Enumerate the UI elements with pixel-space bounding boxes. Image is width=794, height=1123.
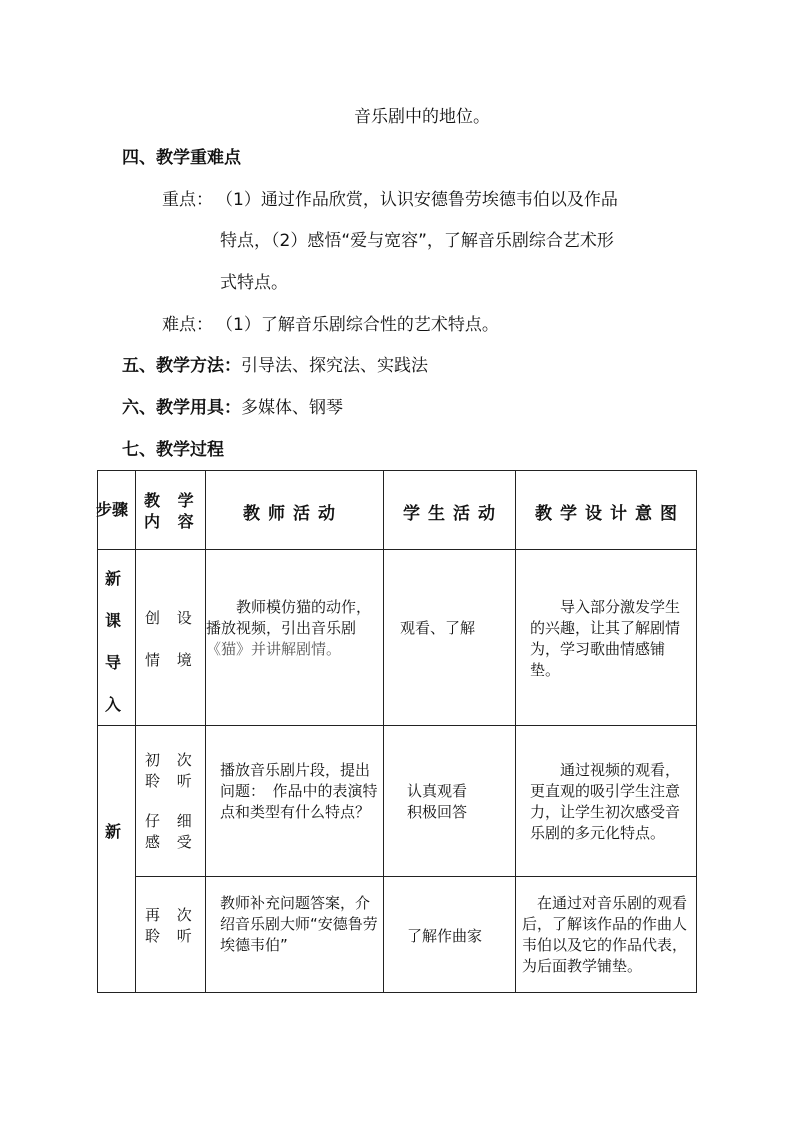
header-intent: 教学设计意图 <box>535 504 685 524</box>
row3-content-line1: 再 次 <box>145 906 198 924</box>
row1-teacher-line2: 播放视频，引出音乐剧 <box>206 619 357 637</box>
header-teacher: 教师活动 <box>243 504 343 524</box>
row2-student-line1: 认真观看 <box>407 782 468 800</box>
header-student: 学生活动 <box>403 504 503 524</box>
row1-student: 观看、了解 <box>400 619 476 637</box>
table-border-right <box>696 470 697 993</box>
difficulty-text: （1）了解音乐剧综合性的艺术特点。 <box>216 315 499 335</box>
table-col-divider-2 <box>205 470 206 993</box>
tools-text: 多媒体、钢琴 <box>241 398 343 418</box>
table-col-divider-1 <box>135 470 136 993</box>
row2-content-line2: 聆 听 <box>145 772 198 790</box>
continued-line: 音乐剧中的地位。 <box>354 107 490 127</box>
header-content-line2: 内 容 <box>144 512 200 531</box>
row1-content-line2: 情 境 <box>145 651 198 669</box>
row3-intent: 在通过对音乐剧的观看后，了解该作品的作曲人韦伯以及它的作品代表，为后面教学铺垫。 <box>522 894 688 975</box>
row2-content-line3: 仔 细 <box>145 812 198 830</box>
table-col-divider-4 <box>515 470 516 993</box>
difficulty-label: 难点： <box>162 315 213 335</box>
tools-title: 六、教学用具： <box>122 398 241 418</box>
row1-step-char-2: 课 <box>105 611 122 630</box>
table-row-divider-2 <box>135 876 697 877</box>
key-point-text-3: 式特点。 <box>220 273 288 293</box>
row1-content-line1: 创 设 <box>145 609 198 627</box>
row3-student: 了解作曲家 <box>407 927 483 945</box>
table-border-left <box>97 470 98 993</box>
row1-teacher-line1: 教师模仿猫的动作， <box>206 598 372 616</box>
methods-title: 五、教学方法： <box>122 356 241 376</box>
key-point-label: 重点： <box>162 190 213 210</box>
row1-step-char-4: 入 <box>105 695 122 714</box>
row2-content-line4: 感 受 <box>145 833 198 851</box>
header-step: 步骤 <box>96 500 129 519</box>
heading-methods <box>122 356 428 376</box>
table-border-top <box>97 470 697 471</box>
heading-key-points: 四、教学重难点 <box>122 148 241 168</box>
row3-content-line2: 聆 听 <box>145 927 198 945</box>
table-header-divider <box>97 549 697 550</box>
key-point-text-1: （1）通过作品欣赏，认识安德鲁劳埃德韦伯以及作品 <box>216 190 618 210</box>
heading-process: 七、教学过程 <box>122 440 224 460</box>
table-row-divider-1 <box>97 725 697 726</box>
header-content-line1: 教 学 <box>144 491 200 510</box>
row2-student-line2: 积极回答 <box>407 803 468 821</box>
row1-step-char-1: 新 <box>105 569 122 588</box>
row2-step: 新 <box>105 822 122 841</box>
row2-teacher: 播放音乐剧片段，提出问题： 作品中的表演特点和类型有什么特点？ <box>220 761 378 821</box>
row1-intent: 导入部分激发学生的兴趣，让其了解剧情为，学习歌曲情感铺垫。 <box>530 598 681 679</box>
row2-content-line1: 初 次 <box>145 751 198 769</box>
table-col-divider-3 <box>383 470 384 993</box>
methods-text: 引导法、探究法、实践法 <box>241 356 428 376</box>
key-point-text-2: 特点，（2）感悟“爱与宽容”，了解音乐剧综合艺术形 <box>220 231 614 251</box>
table-border-bottom <box>97 992 697 993</box>
row1-teacher-line3: 《猫》并讲解剧情。 <box>206 640 342 658</box>
heading-tools <box>122 398 343 418</box>
row2-intent: 通过视频的观看，更直观的吸引学生注意力，让学生初次感受音乐剧的多元化特点。 <box>530 761 681 842</box>
row1-step-char-3: 导 <box>105 653 122 672</box>
row3-teacher: 教师补充问题答案，介绍音乐剧大师“安德鲁劳埃德韦伯” <box>220 894 378 954</box>
